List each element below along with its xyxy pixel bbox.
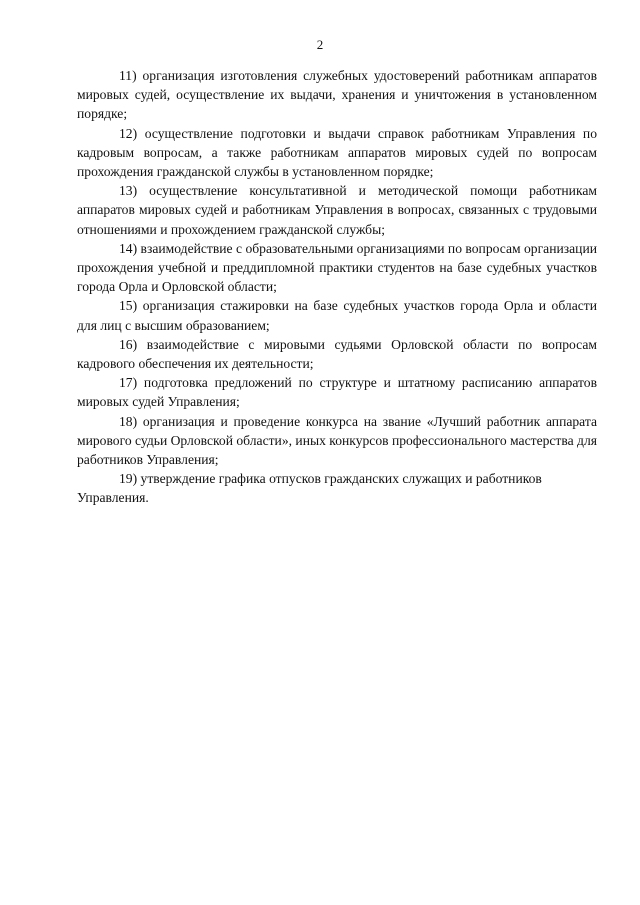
paragraph-item-17: 17) подготовка предложений по структуре и штатному расписанию аппаратов мировых судей Управления; bbox=[77, 375, 597, 410]
paragraph-item-12: 12) осуществление подготовки и выдачи справок работникам Управления по кадровым вопросам, а также работникам аппаратов мировых судей по вопросам прохождения гражданской службы в установленном порядке; bbox=[77, 125, 597, 180]
document-body bbox=[77, 66, 597, 508]
paragraph-item-19: 19) утверждение графика отпусков гражданских служащих и работников Управления. bbox=[77, 471, 542, 506]
page-number: 2 bbox=[316, 37, 324, 52]
paragraph-item-11: 11) организация изготовления служебных удостоверений работникам аппаратов мировых судей, осуществление их выдачи, хранения и уничтожения в установленном порядке; bbox=[77, 68, 597, 122]
paragraph-item-15: 15) организация стажировки на базе судебных участков города Орла и области для лиц с высшим образованием; bbox=[77, 298, 597, 333]
paragraph-item-14: 14) взаимодействие с образовательными организациями по вопросам организации прохождения учебной и преддипломной практики студентов на базе судебных участков города Орла и Орловской области; bbox=[77, 240, 597, 295]
paragraph-item-18: 18) организация и проведение конкурса на звание «Лучший работник аппарата мирового судьи Орловской области», иных конкурсов профессионального мастерства для работников Управления; bbox=[77, 413, 597, 468]
paragraph-item-16: 16) взаимодействие с мировыми судьями Орловской области по вопросам кадрового обеспечения их деятельности; bbox=[77, 336, 597, 372]
paragraph-item-13: 13) осуществление консультативной и методической помощи работникам аппаратов мировых судей и работникам Управления в вопросах, связанных с трудовыми отношениями и прохождением гражданской службы; bbox=[77, 183, 597, 237]
